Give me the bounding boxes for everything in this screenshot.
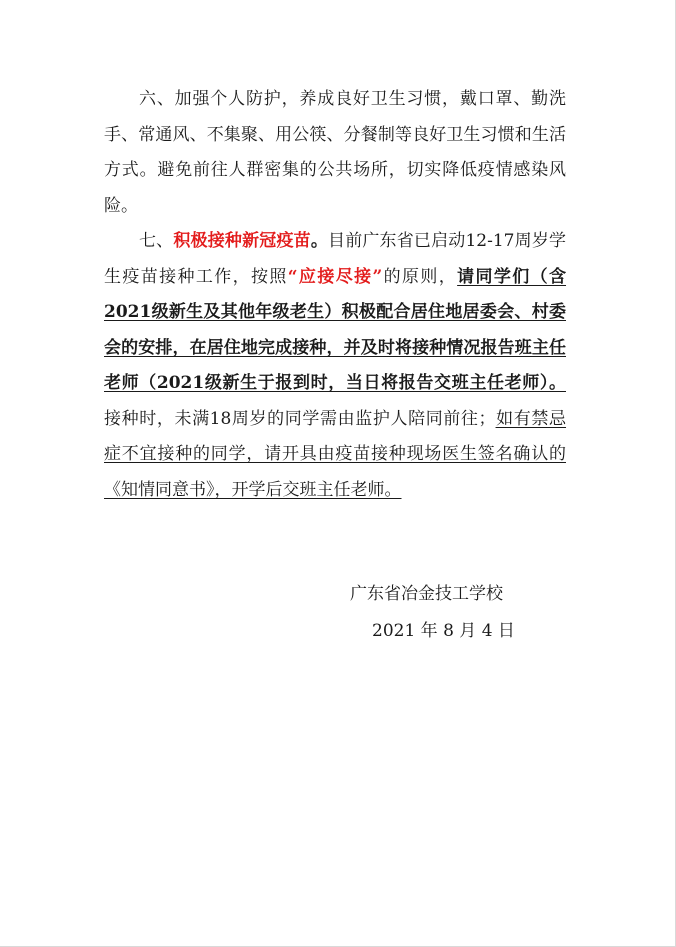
document-date: 2021 年 8 月 4 日	[372, 621, 515, 641]
vaccine-heading: 积极接种新冠疫苗	[173, 231, 311, 251]
student-instruction: 请同学们（含2021级新生及其他年级老生）积极配合居住地居委会、村委会的安排，在居住地完成接种，并及时将接种情况报告班主任老师（2021级新生于报到时，当日将报告交班主任老师）。	[104, 266, 567, 393]
contraindication-note: 如有禁忌症不宜接种的同学，请开具由疫苗接种现场医生签名确认的《知情同意书》，开学后交班主任老师。	[104, 408, 567, 500]
principle-text: 的原则，	[382, 266, 458, 287]
paragraph-six: 六、加强个人防护，养成良好卫生习惯，戴口罩、勤洗手、常通风、不集聚、用公筷、分餐制等良好卫生习惯和生活方式。避免前往人群密集的公共场所，切实降低疫情感染风险。	[104, 89, 566, 216]
document-body	[104, 82, 566, 508]
heading-end-punct: 。	[310, 231, 329, 251]
vaccine-intro-text: 目前广东省已启动12-17周岁学生疫苗接种工作，按照	[104, 231, 567, 287]
paragraph-seven	[104, 224, 566, 508]
guardian-note: 接种时，未满18周岁的同学需由监护人陪同前往；	[104, 408, 496, 429]
vaccine-principle-quote: “应接尽接”	[287, 266, 383, 287]
paragraph-seven-lead: 七、	[139, 231, 174, 251]
school-signature: 广东省冶金技工学校	[350, 584, 503, 604]
